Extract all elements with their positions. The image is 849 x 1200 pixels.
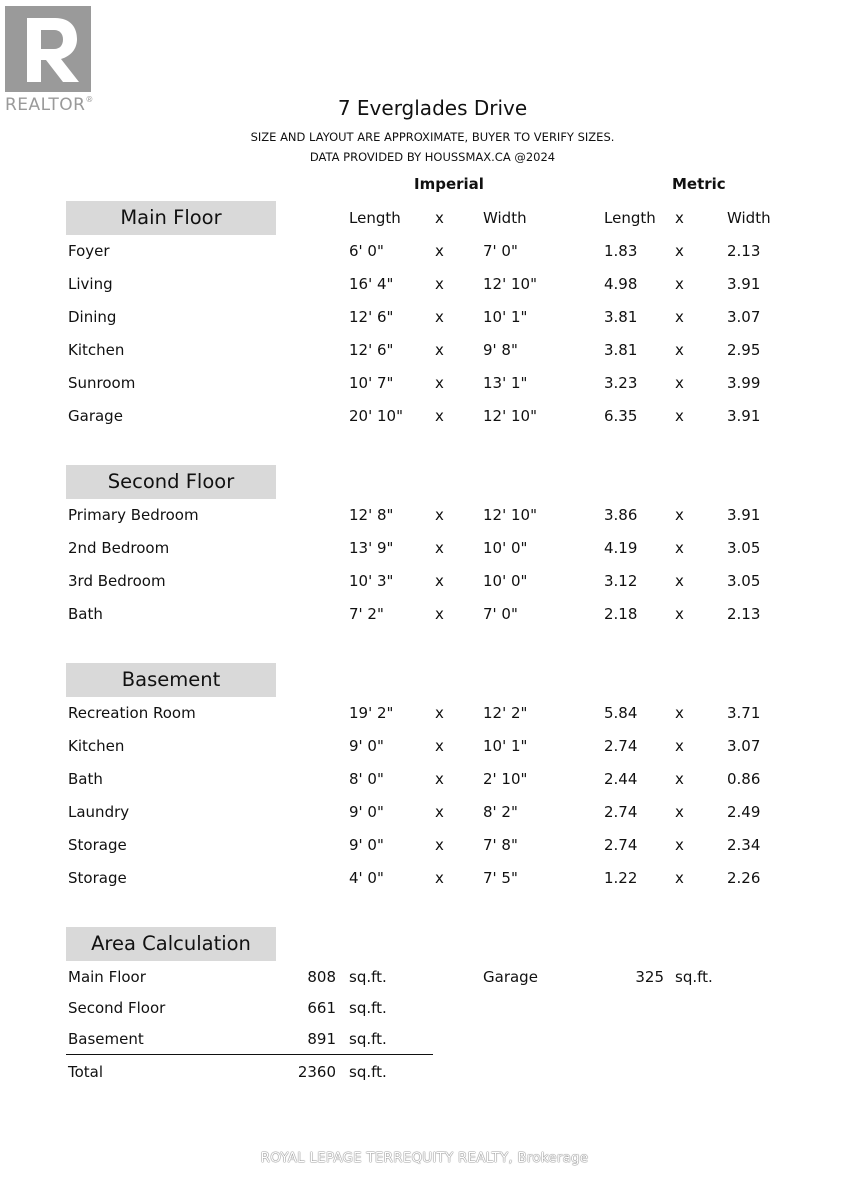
times-sign: x <box>435 737 444 755</box>
imperial-width: 10' 1" <box>483 308 528 326</box>
times-sign: x <box>435 275 444 293</box>
times-sign: x <box>435 770 444 788</box>
times-sign: x <box>435 803 444 821</box>
room-name: Garage <box>68 407 123 425</box>
metric-width: 0.86 <box>727 770 761 788</box>
imperial-heading: Imperial <box>414 175 484 193</box>
room-name: 3rd Bedroom <box>68 572 166 590</box>
imperial-width: 10' 0" <box>483 539 528 557</box>
imperial-width: 10' 1" <box>483 737 528 755</box>
area-unit: sq.ft. <box>349 968 387 986</box>
imperial-width: 7' 0" <box>483 242 518 260</box>
imperial-length: 12' 6" <box>349 308 394 326</box>
times-sign: x <box>675 836 684 854</box>
imperial-width: 10' 0" <box>483 572 528 590</box>
metric-width-header: Width <box>727 209 771 227</box>
area-value: 808 <box>307 968 336 986</box>
metric-length: 6.35 <box>604 407 638 425</box>
times-sign: x <box>435 407 444 425</box>
times-sign: x <box>675 869 684 887</box>
times-sign: x <box>435 374 444 392</box>
room-name: Recreation Room <box>68 704 196 722</box>
room-name: Dining <box>68 308 117 326</box>
times-sign: x <box>675 506 684 524</box>
times-sign: x <box>675 341 684 359</box>
metric-length: 3.12 <box>604 572 638 590</box>
times-sign: x <box>675 275 684 293</box>
imperial-length: 19' 2" <box>349 704 394 722</box>
garage-value: 325 <box>635 968 664 986</box>
metric-length: 3.81 <box>604 341 638 359</box>
times-sign: x <box>675 407 684 425</box>
times-sign: x <box>435 506 444 524</box>
room-name: Kitchen <box>68 737 125 755</box>
page-title: 7 Everglades Drive <box>337 96 528 120</box>
room-name: Primary Bedroom <box>68 506 199 524</box>
area-label: Main Floor <box>68 968 146 986</box>
times-sign: x <box>435 605 444 623</box>
times-sign: x <box>675 374 684 392</box>
total-label: Total <box>68 1063 104 1081</box>
metric-width: 2.34 <box>727 836 761 854</box>
times-sign: x <box>435 341 444 359</box>
garage-unit: sq.ft. <box>675 968 713 986</box>
imperial-length: 7' 2" <box>349 605 384 623</box>
metric-width: 3.07 <box>727 308 761 326</box>
metric-width: 3.05 <box>727 572 761 590</box>
times-sign: x <box>675 539 684 557</box>
metric-length: 2.44 <box>604 770 638 788</box>
times-sign: x <box>435 308 444 326</box>
imperial-length: 9' 0" <box>349 737 384 755</box>
times-sign: x <box>675 242 684 260</box>
imperial-width: 12' 10" <box>483 275 537 293</box>
metric-width: 3.05 <box>727 539 761 557</box>
room-name: Storage <box>68 836 127 854</box>
imperial-width: 8' 2" <box>483 803 518 821</box>
total-divider <box>66 1054 433 1055</box>
area-value: 661 <box>307 999 336 1017</box>
area-value: 891 <box>307 1030 336 1048</box>
times-sign: x <box>435 869 444 887</box>
metric-length: 1.22 <box>604 869 638 887</box>
total-value: 2360 <box>297 1063 336 1081</box>
metric-length: 4.98 <box>604 275 638 293</box>
data-source-text: DATA PROVIDED BY HOUSSMAX.CA @2024 <box>309 150 556 164</box>
section-heading: Basement <box>66 663 276 697</box>
metric-width: 2.13 <box>727 605 761 623</box>
metric-width: 3.91 <box>727 506 761 524</box>
section-heading: Second Floor <box>66 465 276 499</box>
metric-width: 3.91 <box>727 407 761 425</box>
times-sign: x <box>675 605 684 623</box>
area-label: Second Floor <box>68 999 166 1017</box>
metric-length: 3.81 <box>604 308 638 326</box>
imperial-length: 9' 0" <box>349 836 384 854</box>
metric-length: 2.74 <box>604 803 638 821</box>
room-name: Sunroom <box>68 374 136 392</box>
imperial-width: 7' 0" <box>483 605 518 623</box>
room-name: 2nd Bedroom <box>68 539 170 557</box>
room-name: Bath <box>68 770 103 788</box>
area-calculation-heading: Area Calculation <box>66 927 276 961</box>
imperial-length: 12' 6" <box>349 341 394 359</box>
metric-width: 2.49 <box>727 803 761 821</box>
times-sign: x <box>435 836 444 854</box>
times-sign: x <box>675 770 684 788</box>
metric-length: 2.18 <box>604 605 638 623</box>
imperial-length: 20' 10" <box>349 407 403 425</box>
room-name: Foyer <box>68 242 110 260</box>
imperial-length: 10' 3" <box>349 572 394 590</box>
times-sign: x <box>675 803 684 821</box>
imperial-width: 9' 8" <box>483 341 518 359</box>
metric-length: 4.19 <box>604 539 638 557</box>
metric-width: 2.95 <box>727 341 761 359</box>
metric-x-header: x <box>675 209 684 227</box>
imperial-width: 7' 5" <box>483 869 518 887</box>
imperial-width: 7' 8" <box>483 836 518 854</box>
realtor-logo-text: REALTOR® <box>5 95 94 115</box>
realtor-logo-icon <box>5 6 91 92</box>
metric-length: 2.74 <box>604 737 638 755</box>
metric-length: 1.83 <box>604 242 638 260</box>
times-sign: x <box>435 704 444 722</box>
imperial-length: 13' 9" <box>349 539 394 557</box>
area-unit: sq.ft. <box>349 999 387 1017</box>
brokerage-footer: ROYAL LEPAGE TERREQUITY REALTY, Brokerage <box>260 1150 589 1166</box>
metric-width: 3.07 <box>727 737 761 755</box>
imperial-length: 4' 0" <box>349 869 384 887</box>
area-label: Basement <box>68 1030 144 1048</box>
imperial-width-header: Width <box>483 209 527 227</box>
room-name: Kitchen <box>68 341 125 359</box>
imperial-width: 12' 2" <box>483 704 528 722</box>
times-sign: x <box>435 539 444 557</box>
garage-label: Garage <box>483 968 538 986</box>
metric-length: 5.84 <box>604 704 638 722</box>
imperial-length: 10' 7" <box>349 374 394 392</box>
times-sign: x <box>675 572 684 590</box>
room-name: Living <box>68 275 113 293</box>
room-name: Storage <box>68 869 127 887</box>
metric-width: 3.91 <box>727 275 761 293</box>
times-sign: x <box>435 572 444 590</box>
disclaimer-text: SIZE AND LAYOUT ARE APPROXIMATE, BUYER TO VERIFY SIZES. <box>250 130 615 144</box>
room-name: Laundry <box>68 803 130 821</box>
metric-length: 2.74 <box>604 836 638 854</box>
times-sign: x <box>675 737 684 755</box>
metric-length-header: Length <box>604 209 656 227</box>
metric-width: 2.26 <box>727 869 761 887</box>
imperial-x-header: x <box>435 209 444 227</box>
metric-width: 3.71 <box>727 704 761 722</box>
times-sign: x <box>435 242 444 260</box>
imperial-length: 16' 4" <box>349 275 394 293</box>
section-heading: Main Floor <box>66 201 276 235</box>
imperial-width: 2' 10" <box>483 770 528 788</box>
imperial-length: 6' 0" <box>349 242 384 260</box>
imperial-width: 12' 10" <box>483 506 537 524</box>
total-unit: sq.ft. <box>349 1063 387 1081</box>
metric-length: 3.23 <box>604 374 638 392</box>
imperial-width: 12' 10" <box>483 407 537 425</box>
imperial-length: 12' 8" <box>349 506 394 524</box>
metric-width: 2.13 <box>727 242 761 260</box>
metric-length: 3.86 <box>604 506 638 524</box>
imperial-width: 13' 1" <box>483 374 528 392</box>
imperial-length: 9' 0" <box>349 803 384 821</box>
times-sign: x <box>675 308 684 326</box>
imperial-length-header: Length <box>349 209 401 227</box>
metric-width: 3.99 <box>727 374 761 392</box>
metric-heading: Metric <box>672 175 726 193</box>
room-name: Bath <box>68 605 103 623</box>
imperial-length: 8' 0" <box>349 770 384 788</box>
times-sign: x <box>675 704 684 722</box>
area-unit: sq.ft. <box>349 1030 387 1048</box>
